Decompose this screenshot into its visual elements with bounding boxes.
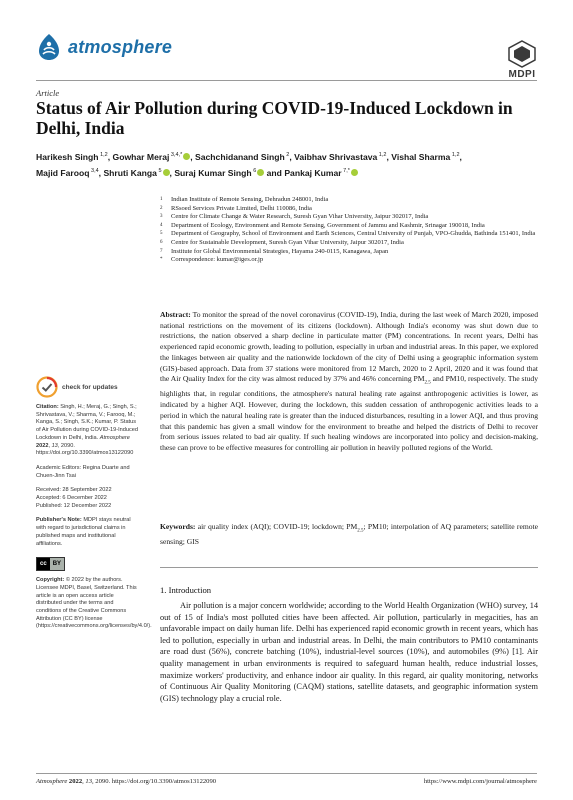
- author-affiliation-marker: 1,2: [450, 152, 460, 158]
- affiliation-text: Department of Geography, School of Environment and Earth Sciences, Central University of Punjab, VPO-Ghudda, Bathinda 151401, India: [171, 230, 536, 238]
- affiliation-item: [160, 196, 540, 205]
- author-name: Vishal Sharma: [391, 151, 451, 162]
- author-affiliation-marker: 2: [284, 152, 290, 158]
- publisher-note-text: MDPI stays neutral with regard to jurisdictional claims in published maps and institutional affiliations.: [36, 517, 131, 547]
- affiliation-item: [160, 248, 540, 257]
- author-name: Shruti Kanga: [103, 167, 157, 178]
- author-affiliation-marker: 1,2: [377, 152, 387, 158]
- affiliation-number: 6: [160, 239, 163, 245]
- footer-year: 2022: [68, 778, 83, 785]
- citation-doi[interactable]: , 2090. https://doi.org/10.3390/atmos13122090: [36, 442, 134, 457]
- author-separator: ,: [190, 151, 195, 162]
- header-divider: [36, 80, 537, 81]
- affiliation-text: Correspondence: kumar@iges.or.jp: [171, 256, 264, 264]
- author-separator: and: [264, 167, 285, 178]
- cc-by-license-badge[interactable]: [36, 557, 65, 571]
- paper-title: Status of Air Pollution during COVID-19-Induced Lockdown in Delhi, India: [36, 98, 513, 138]
- keywords-text-1: air quality index (AQI); COVID-19; lockdown; PM: [195, 522, 358, 531]
- abstract-text-2: and PM10, respectively. The study highlights that, in regular conditions, the atmosphere's natural healing rate against anthropogenic activities is lower, as indicated by a higher AQI. However, during the lockdown, this sudden cessation of anthropogenic activities leads to a period in which the natural healing rate is greater than the induced disturbances, resulting in a lower AQI, and thus proving that this pandemic has given a small window for the environment to breathe and helped the districts of Delhi to recover from serious issues related to bad air quality. If such healing windows are incorporated into policy and decision-making, these can prove to be effective measures for controlling air pollution in heavily polluted regions of the World.: [160, 374, 538, 452]
- author-name: Suraj Kumar Singh: [174, 167, 252, 178]
- sidebar: [36, 376, 152, 638]
- abstract-text-1: To monitor the spread of the novel coronavirus (COVID-19), India, during the last week of March 2020, imposed national restrictions on the movement of its citizens (lockdown). Although India's economy was shut down due to restrictions, the nation observed a sharp decline in particulate matter (PM) concentrations. In recent years, Delhi has experienced rapid economic growth, leading to pollution, especially in urban and industrial areas. In this paper, we explored the linkages between air quality and the nationwide lockdown of the city of Delhi using a geographic information system (GIS)-based approach. Data from 37 stations were monitored from 12 March, 2020 to 2 April, 2020 and it was found that the Air Quality Index for the city was almost reduced by 37% and 46% concerning PM: [160, 310, 538, 384]
- affiliation-text: Centre for Climate Change & Water Research, Suresh Gyan Vihar University, Jaipur 302017, India: [171, 213, 429, 221]
- affiliation-item: [160, 205, 540, 214]
- keywords: [160, 522, 538, 548]
- academic-editors: Academic Editors: Regina Duarte and Chuen-Jinn Tsai: [36, 464, 130, 479]
- author-name: Vaibhav Shrivastava: [294, 151, 378, 162]
- publisher-note-label: Publisher's Note:: [36, 517, 82, 524]
- affiliation-item: [160, 213, 540, 222]
- footer-volume: 13: [85, 778, 92, 785]
- author-name: Gowhar Meraj: [112, 151, 170, 162]
- author-separator: ,: [459, 151, 462, 162]
- affiliation-item: [160, 230, 540, 239]
- footer-journal-url[interactable]: https://www.mdpi.com/journal/atmosphere: [423, 778, 537, 785]
- author-affiliation-marker: 3,4: [89, 167, 99, 174]
- affiliation-number: 7: [160, 248, 163, 254]
- copyright-block: [36, 577, 152, 631]
- affiliation-item: [160, 222, 540, 231]
- citation-text: Singh, H.; Meraj, G.; Singh, S.; Shrivastava, V.; Sharma, V.; Farooq, M.; Kanga, S.; Singh, S.K.; Kumar, P. Status of Air Pollution during COVID-19-Induced Lockdown in Delhi, India.: [36, 404, 138, 441]
- author-separator: ,: [289, 151, 295, 162]
- check-for-updates-icon: [36, 376, 58, 398]
- published-date: Published: 12 December 2022: [36, 502, 112, 509]
- abstract: [160, 310, 538, 454]
- author-separator: ,: [386, 151, 392, 162]
- publisher-note: [36, 517, 140, 548]
- received-date: Received: 28 September 2022: [36, 487, 112, 494]
- author-separator: ,: [98, 167, 104, 178]
- author-separator: ,: [169, 167, 175, 178]
- keywords-subscript: 2.5: [357, 528, 364, 534]
- author-affiliation-marker: 1,2: [98, 152, 108, 158]
- introduction-text: [160, 600, 538, 704]
- footer-citation: Atmosphere 2022, 13, 2090. https://doi.org/10.3390/atmos13122090: [36, 778, 217, 785]
- author-name: Majid Farooq: [36, 167, 90, 178]
- affiliation-text: Department of Ecology, Environment and Remote Sensing, Government of Jammu and Kashmir, Srinagar 190018, India: [171, 221, 485, 229]
- introduction-body: Air pollution is a major concern worldwide; according to the World Health Organization (WHO) survey, 14 out of 15 of India's most polluted cities have been affected. Air pollution, particularly in megacities, has an unfavorable impact on daily human life. Delhi has experienced rapid economic growth in recent years, which has led to pollution, especially in urban and industrial areas. In Delhi, the main contributors to PM10 contaminants are road dust (56%), concrete batching (10%), industrial-level sources (10%), and automobiles (9%) [1]. Air quality management in urban environments is required to safeguard human health, reduce industrial losses, maximize workers' productivity, and enhance indoor air quality. In this regard, air quality monitoring, networks of Continuous Air Quality Monitoring (CAQM) stations, satellite datasets, and geographic information system (GIS) technology play a crucial role.: [160, 601, 538, 703]
- abstract-divider: [160, 567, 538, 568]
- publisher-name: MDPI: [508, 69, 536, 80]
- dates-block: [36, 487, 140, 510]
- affiliation-number: 4: [160, 222, 163, 228]
- author-name: Sachchidanand Singh: [195, 151, 285, 162]
- accepted-date: Accepted: 6 December 2022: [36, 495, 107, 502]
- author-list: [36, 148, 536, 180]
- cc-label: cc: [37, 558, 50, 570]
- orcid-icon[interactable]: [351, 169, 358, 176]
- affiliation-number: 2: [160, 205, 163, 211]
- citation-volume: 13: [51, 442, 58, 449]
- citation-journal: Atmosphere: [99, 434, 130, 441]
- affiliations: [160, 196, 540, 265]
- abstract-subscript: 2.5: [424, 380, 431, 386]
- check-for-updates-label: check for updates: [62, 383, 118, 391]
- keywords-label: Keywords:: [160, 522, 196, 531]
- article-type: Article: [36, 88, 60, 98]
- orcid-icon[interactable]: [163, 169, 170, 176]
- footer-doi[interactable]: , 2090. https://doi.org/10.3390/atmos13122090: [92, 778, 217, 785]
- affiliation-number: 5: [160, 231, 163, 237]
- copyright-label: Copyright:: [36, 577, 65, 584]
- citation-year: 2022: [36, 442, 49, 449]
- affiliation-number: 3: [160, 214, 163, 220]
- author-affiliation-marker: 5: [156, 167, 162, 174]
- affiliation-text: Institute for Global Environmental Strategies, Hayama 240-0115, Kanagawa, Japan: [171, 247, 389, 255]
- journal-logo[interactable]: [36, 32, 172, 62]
- author-affiliation-marker: 6: [251, 167, 257, 174]
- section-heading: 1. Introduction: [160, 585, 212, 595]
- affiliation-text: Indian Institute of Remote Sensing, Dehradun 248001, India: [171, 196, 329, 203]
- author-affiliation-marker: 7,*: [341, 167, 350, 174]
- citation-block: Citation: Singh, H.; Meraj, G.; Singh, S.; Shrivastava, V.; Sharma, V.; Farooq, M.; Kanga, S.; Singh, S.K.; Kumar, P. Status of Air Pollution during COVID-19-Induced Lockdown in Delhi, India. Atmosphere 2022, 13, 2090. https://doi.org/10.3390/atmos13122090: [36, 404, 138, 457]
- abstract-label: Abstract:: [160, 310, 191, 319]
- footer-journal: Atmosphere: [36, 778, 68, 785]
- author-name: Pankaj Kumar: [284, 167, 342, 178]
- affiliation-text: Centre for Sustainable Development, Suresh Gyan Vihar University, Jaipur 302017, India: [171, 238, 404, 246]
- author-separator: ,: [107, 151, 113, 162]
- affiliation-number: 1: [160, 197, 163, 202]
- mdpi-hexagon-icon: [507, 40, 537, 68]
- affiliation-text: RSsoed Services Private Limited, Delhi 110086, India: [171, 204, 312, 212]
- atmosphere-logo-icon: [36, 32, 62, 62]
- copyright-text: © 2022 by the authors. Licensee MDPI, Basel, Switzerland. This article is an open access article distributed under the terms and conditions of the Creative Commons Attribution (CC BY) license (https://creativecommons.org/licenses/by/4.0/).: [36, 577, 152, 630]
- affiliation-number: *: [160, 257, 163, 263]
- journal-name: atmosphere: [68, 36, 173, 57]
- author-affiliation-marker: 3,4,*: [169, 152, 183, 158]
- check-for-updates-button[interactable]: [36, 376, 140, 398]
- author-name: Harikesh Singh: [36, 151, 99, 162]
- by-label: BY: [50, 558, 64, 570]
- citation-label: Citation:: [36, 404, 59, 410]
- keywords-text-2: ; PM10; interpolation of AQ parameters; satellite remote sensing; GIS: [160, 522, 538, 547]
- mdpi-logo[interactable]: [507, 40, 537, 80]
- affiliation-item: [160, 239, 540, 248]
- affiliation-item: [160, 256, 540, 265]
- footer-divider: [36, 773, 537, 774]
